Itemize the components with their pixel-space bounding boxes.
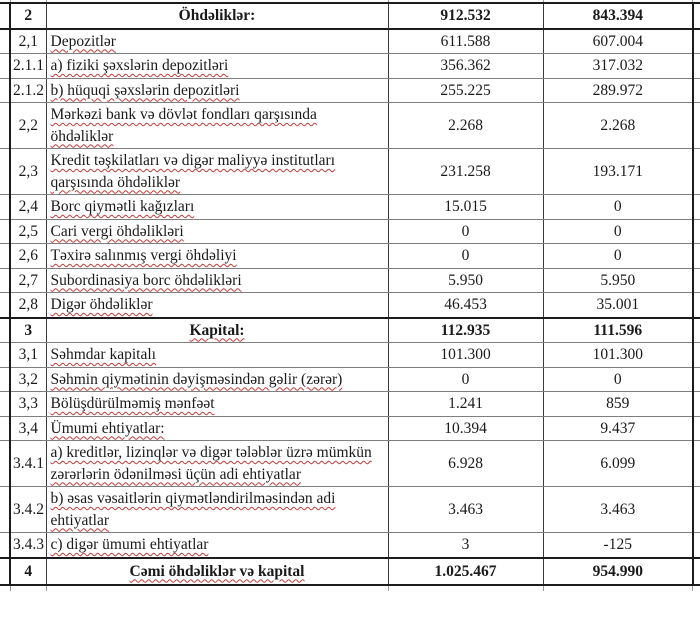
left-gutter: [0, 343, 10, 368]
row-value-previous-cell: 9.437: [543, 416, 693, 441]
left-gutter: [0, 558, 10, 586]
row-label-text: Bölüşdürülməmiş mənfəət: [50, 395, 215, 412]
row-value-current-cell: 356.362: [388, 54, 543, 79]
row-number-cell: 2.1.1: [10, 54, 46, 79]
right-gutter: [693, 367, 700, 392]
row-value-previous-cell: 859: [543, 392, 693, 417]
right-gutter: [693, 195, 700, 220]
row-value-current-cell: 101.300: [388, 343, 543, 368]
table-row: [0, 54, 700, 79]
right-gutter: [693, 219, 700, 244]
row-number-cell: 2,5: [10, 219, 46, 244]
row-label-text: Kapital:: [189, 321, 245, 339]
row-label-cell: [46, 54, 388, 79]
row-label-text: b) əsas vəsaitlərin qiymətləndirilməsindən adi ehtiyatlar: [50, 490, 336, 529]
row-label-cell: [46, 558, 388, 586]
row-value-previous-cell: 3.463: [543, 487, 693, 533]
row-value-previous-cell: 843.394: [543, 3, 693, 29]
row-number-cell: 3.4.2: [10, 487, 46, 533]
row-value-previous-cell: 289.972: [543, 78, 693, 103]
row-label-cell: [46, 268, 388, 293]
row-number-cell: 3,2: [10, 367, 46, 392]
left-gutter: [0, 149, 10, 195]
table-row: [0, 558, 700, 586]
row-number-cell: 3,1: [10, 343, 46, 368]
left-gutter: [0, 244, 10, 269]
table-row: [0, 219, 700, 244]
row-number-cell: 3,3: [10, 392, 46, 417]
row-number-cell: 4: [10, 558, 46, 586]
row-number-cell: 3.4.1: [10, 441, 46, 487]
balance-sheet-table: [0, 2, 700, 586]
row-value-previous-cell: 6.099: [543, 441, 693, 487]
left-gutter: [0, 219, 10, 244]
row-label-cell: [46, 343, 388, 368]
row-value-current-cell: 0: [388, 367, 543, 392]
right-gutter: [693, 244, 700, 269]
row-value-current-cell: 0: [388, 244, 543, 269]
left-gutter: [0, 533, 10, 558]
row-value-current-cell: 231.258: [388, 149, 543, 195]
table-row: [0, 441, 700, 487]
table-row: [0, 367, 700, 392]
right-gutter: [693, 441, 700, 487]
right-gutter: [693, 78, 700, 103]
left-gutter: [0, 293, 10, 318]
table-row: [0, 487, 700, 533]
row-label-text: Öhdəliklər:: [178, 7, 256, 24]
row-number-cell: 2,7: [10, 268, 46, 293]
left-gutter: [0, 195, 10, 220]
table-row: [0, 195, 700, 220]
row-value-previous-cell: 0: [543, 244, 693, 269]
row-value-current-cell: 15.015: [388, 195, 543, 220]
table-row: [0, 533, 700, 558]
row-label-cell: [46, 533, 388, 558]
row-label-cell: [46, 416, 388, 441]
left-gutter: [0, 78, 10, 103]
row-value-current-cell: 3.463: [388, 487, 543, 533]
row-label-cell: [46, 487, 388, 533]
row-number-cell: 3,4: [10, 416, 46, 441]
row-value-previous-cell: 111.596: [543, 318, 693, 343]
row-label-text: a) kreditlər, lizinqlər və digər tələblər üzrə mümkün zərərlərin ödənilməsi üçün adi ehtiyatlar: [50, 444, 372, 483]
right-gutter: [693, 533, 700, 558]
row-number-cell: 2.1.2: [10, 78, 46, 103]
left-gutter: [0, 3, 10, 29]
row-value-previous-cell: 0: [543, 219, 693, 244]
row-label-text: Cari vergi öhdəlikləri: [50, 222, 184, 240]
left-gutter: [0, 487, 10, 533]
table-row: [0, 244, 700, 269]
row-number-cell: 2,4: [10, 195, 46, 220]
row-label-cell: [46, 219, 388, 244]
row-value-current-cell: 5.950: [388, 268, 543, 293]
right-gutter: [693, 3, 700, 29]
left-gutter: [0, 367, 10, 392]
row-label-text: b) hüquqi şəxslərin depozitləri: [50, 81, 240, 99]
row-label-text: Səhmdar kapitalı: [50, 346, 156, 363]
row-number-cell: 3: [10, 318, 46, 343]
row-label-cell: [46, 244, 388, 269]
row-label-cell: [46, 441, 388, 487]
right-gutter: [693, 29, 700, 54]
row-label-text: Cəmi öhdəliklər və kapital: [129, 562, 305, 580]
row-label-text: Səhmin qiymətinin dəyişməsindən gəlir (zərər): [50, 370, 343, 388]
right-gutter: [693, 416, 700, 441]
right-gutter: [693, 487, 700, 533]
row-label-cell: [46, 103, 388, 149]
row-number-cell: 2,1: [10, 29, 46, 54]
row-number-cell: 2,2: [10, 103, 46, 149]
row-value-current-cell: 611.588: [388, 29, 543, 54]
left-gutter: [0, 416, 10, 441]
right-gutter: [693, 149, 700, 195]
row-label-cell: [46, 3, 388, 29]
table-row: [0, 78, 700, 103]
row-value-current-cell: 10.394: [388, 416, 543, 441]
row-value-previous-cell: 193.171: [543, 149, 693, 195]
row-label-cell: [46, 392, 388, 417]
row-label-text: Ümumi ehtiyatlar:: [50, 419, 165, 437]
row-value-current-cell: 255.225: [388, 78, 543, 103]
right-gutter: [693, 293, 700, 318]
table-row: [0, 343, 700, 368]
row-label-text: Digər öhdəliklər: [50, 296, 153, 313]
row-value-previous-cell: 5.950: [543, 268, 693, 293]
row-label-cell: [46, 318, 388, 343]
left-gutter: [0, 392, 10, 417]
left-gutter: [0, 268, 10, 293]
table-row: [0, 293, 700, 318]
row-value-previous-cell: 35.001: [543, 293, 693, 318]
gridline-stub: [692, 586, 693, 591]
row-label-cell: [46, 195, 388, 220]
left-gutter: [0, 441, 10, 487]
row-label-text: Borc qiymətli kağızları: [50, 198, 195, 215]
row-value-previous-cell: 2.268: [543, 103, 693, 149]
row-value-previous-cell: -125: [543, 533, 693, 558]
table-body: [0, 3, 700, 585]
right-gutter: [693, 392, 700, 417]
table-row: [0, 29, 700, 54]
row-label-text: Təxirə salınmış vergi öhdəliyi: [50, 247, 237, 264]
right-gutter: [693, 268, 700, 293]
row-label-cell: [46, 78, 388, 103]
row-label-text: Subordinasiya borc öhdəlikləri: [50, 271, 242, 289]
left-gutter: [0, 54, 10, 79]
row-value-previous-cell: 0: [543, 195, 693, 220]
row-label-text: a) fiziki şəxslərin depozitləri: [50, 57, 229, 74]
row-value-current-cell: 0: [388, 219, 543, 244]
row-value-current-cell: 46.453: [388, 293, 543, 318]
row-value-current-cell: 1.025.467: [388, 558, 543, 586]
row-value-current-cell: 2.268: [388, 103, 543, 149]
table-row: [0, 268, 700, 293]
right-gutter: [693, 318, 700, 343]
row-value-previous-cell: 0: [543, 367, 693, 392]
table-row: [0, 149, 700, 195]
row-number-cell: 3.4.3: [10, 533, 46, 558]
row-label-text: Mərkəzi bank və dövlət fondları qarşısında öhdəliklər: [50, 106, 317, 145]
row-label-cell: [46, 149, 388, 195]
right-gutter: [693, 54, 700, 79]
row-value-current-cell: 912.532: [388, 3, 543, 29]
row-value-current-cell: 112.935: [388, 318, 543, 343]
right-gutter: [693, 558, 700, 586]
table-row: [0, 416, 700, 441]
row-value-current-cell: 6.928: [388, 441, 543, 487]
row-number-cell: 2: [10, 3, 46, 29]
left-gutter: [0, 29, 10, 54]
row-label-cell: [46, 367, 388, 392]
row-label-text: Depozitlər: [50, 32, 116, 50]
gridline-stub: [543, 586, 544, 591]
row-value-current-cell: 1.241: [388, 392, 543, 417]
row-label-text: c) digər ümumi ehtiyatlar: [50, 536, 209, 553]
row-value-previous-cell: 607.004: [543, 29, 693, 54]
row-value-current-cell: 3: [388, 533, 543, 558]
row-value-previous-cell: 317.032: [543, 54, 693, 79]
left-gutter: [0, 318, 10, 343]
row-number-cell: 2,6: [10, 244, 46, 269]
row-value-previous-cell: 101.300: [543, 343, 693, 368]
row-label-cell: [46, 293, 388, 318]
row-label-cell: [46, 29, 388, 54]
row-number-cell: 2,3: [10, 149, 46, 195]
table-row: [0, 318, 700, 343]
table-row: [0, 392, 700, 417]
row-label-text: Kredit təşkilatları və digər maliyyə institutları qarşısında öhdəliklər: [50, 152, 336, 191]
table-row: [0, 103, 700, 149]
gridline-stub: [10, 586, 11, 591]
table-row: [0, 3, 700, 29]
right-gutter: [693, 343, 700, 368]
right-gutter: [693, 103, 700, 149]
left-gutter: [0, 103, 10, 149]
row-value-previous-cell: 954.990: [543, 558, 693, 586]
gridline-stub: [46, 586, 47, 591]
gridline-stub: [388, 586, 389, 591]
row-number-cell: 2,8: [10, 293, 46, 318]
